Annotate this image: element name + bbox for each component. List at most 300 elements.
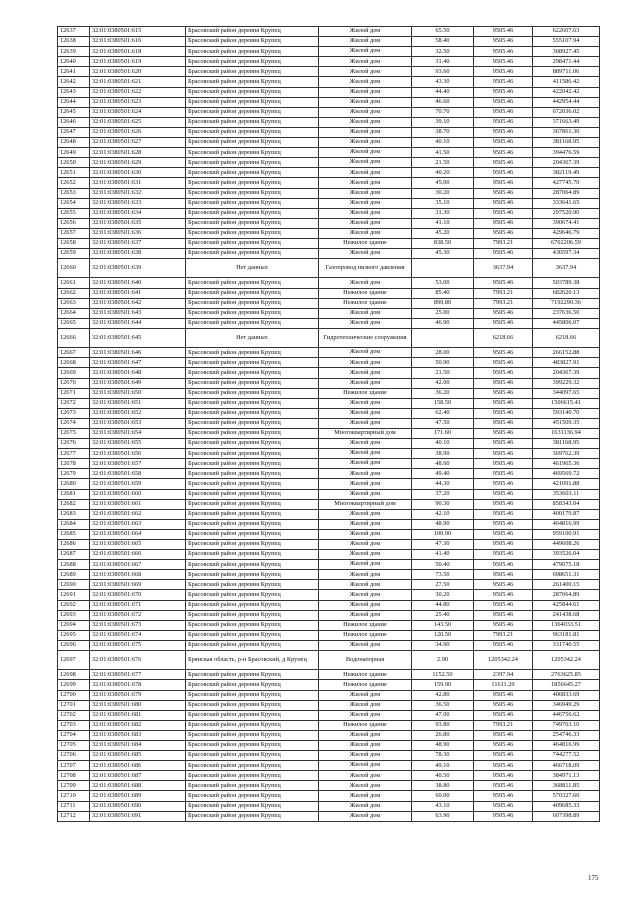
cell-unit-value: 9505.46 (474, 499, 533, 509)
cell-cadastral-number: 32:01:0380501:645 (90, 328, 186, 347)
cell-area (412, 259, 474, 278)
cell-unit-value: 9505.46 (474, 550, 533, 560)
cell-cadastral-number: 32:01:0380501:641 (90, 288, 186, 298)
cell-row-number: 12699 (58, 680, 90, 690)
cell-cadastral-number: 32:01:0380501:644 (90, 318, 186, 328)
table-row (58, 198, 600, 208)
table-row (58, 318, 600, 328)
table-row (58, 378, 600, 388)
cell-cadastral-number: 32:01:0380501:684 (90, 740, 186, 750)
cell-cadastral-number: 32:01:0380501:626 (90, 127, 186, 137)
table-row (58, 600, 600, 610)
cell-cadastral-value: 204367.39 (533, 158, 600, 168)
cell-area: 42.00 (412, 378, 474, 388)
cell-object-type: Жилой дом (319, 550, 412, 560)
table-row (58, 107, 600, 117)
cell-cadastral-number: 32:01:0380501:674 (90, 630, 186, 640)
cell-object-type: Нежилое здание (319, 238, 412, 248)
cell-unit-value: 9505.46 (474, 509, 533, 519)
table-row (58, 67, 600, 77)
cell-cadastral-number: 32:01:0380501:661 (90, 499, 186, 509)
cell-row-number: 12669 (58, 368, 90, 378)
cell-object-type: Жилой дом (319, 771, 412, 781)
cell-row-number: 12641 (58, 67, 90, 77)
cell-row-number: 12650 (58, 158, 90, 168)
cell-object-type: Жилой дом (319, 690, 412, 700)
cell-cadastral-value: 308927.45 (533, 47, 600, 57)
cell-cadastral-value: 479075.18 (533, 560, 600, 570)
table-row (58, 700, 600, 710)
table-row (58, 288, 600, 298)
cell-address: Брасовский район деревня Крупец (186, 479, 319, 489)
table-row (58, 529, 600, 539)
cell-row-number: 12701 (58, 700, 90, 710)
cell-cadastral-number: 32:01:0380501:635 (90, 218, 186, 228)
cell-row-number: 12690 (58, 580, 90, 590)
cell-cadastral-value: 241438.68 (533, 610, 600, 620)
cell-unit-value: 9505.46 (474, 77, 533, 87)
cell-row-number: 12675 (58, 428, 90, 438)
cell-unit-value: 9505.46 (474, 148, 533, 158)
cell-area (412, 328, 474, 347)
cell-row-number: 12683 (58, 509, 90, 519)
cell-unit-value: 9505.46 (474, 47, 533, 57)
cell-object-type: Жилой дом (319, 449, 412, 459)
cell-row-number: 12644 (58, 97, 90, 107)
cell-area: 40.10 (412, 138, 474, 148)
cell-address: Брасовский район деревня Крупец (186, 590, 319, 600)
cell-address: Брасовский район деревня Крупец (186, 117, 319, 127)
cell-unit-value: 2397.94 (474, 670, 533, 680)
cell-unit-value: 9505.46 (474, 580, 533, 590)
cell-area: 26.80 (412, 730, 474, 740)
table-row (58, 540, 600, 550)
cell-area: 43.30 (412, 77, 474, 87)
cell-cadastral-value: 963181.81 (533, 630, 600, 640)
cell-area: 42.80 (412, 690, 474, 700)
cell-address: Брасовский район деревня Крупец (186, 249, 319, 259)
cell-object-type: Жилой дом (319, 459, 412, 469)
cell-unit-value: 9505.46 (474, 168, 533, 178)
cell-unit-value: 9505.46 (474, 208, 533, 218)
table-row (58, 459, 600, 469)
cell-address: Брасовский район деревня Крупец (186, 378, 319, 388)
cell-address: Брасовский район деревня Крупец (186, 730, 319, 740)
cell-address: Брасовский район деревня Крупец (186, 148, 319, 158)
table-row (58, 27, 600, 37)
cell-cadastral-value: 469569.72 (533, 469, 600, 479)
cell-object-type: Жилой дом (319, 811, 412, 821)
table-row (58, 148, 600, 158)
cell-cadastral-value: 254746.33 (533, 730, 600, 740)
table-row (58, 97, 600, 107)
table-row (58, 560, 600, 570)
cell-cadastral-number: 32:01:0380501:624 (90, 107, 186, 117)
table-row (58, 570, 600, 580)
cell-area: 85.40 (412, 288, 474, 298)
cell-cadastral-value: 344097.65 (533, 388, 600, 398)
cell-area: 49.40 (412, 469, 474, 479)
table-row (58, 138, 600, 148)
cell-address: Нет данных (186, 259, 319, 278)
cell-row-number: 12637 (58, 27, 90, 37)
cell-address: Брасовский район деревня Крупец (186, 811, 319, 821)
cell-row-number: 12660 (58, 259, 90, 278)
cell-cadastral-number: 32:01:0380501:690 (90, 801, 186, 811)
cell-address: Брасовский район деревня Крупец (186, 509, 319, 519)
cell-address: Брасовский район деревня Крупец (186, 288, 319, 298)
cell-object-type: Жилой дом (319, 469, 412, 479)
cell-cadastral-value: 622607.63 (533, 27, 600, 37)
table-row (58, 670, 600, 680)
cell-area: 21.50 (412, 158, 474, 168)
cell-unit-value: 9505.46 (474, 428, 533, 438)
cell-cadastral-number: 32:01:0380501:615 (90, 27, 186, 37)
cell-cadastral-value: 353603.11 (533, 489, 600, 499)
cell-address: Брасовский район деревня Крупец (186, 761, 319, 771)
cell-object-type: Жилой дом (319, 751, 412, 761)
cell-cadastral-value: 390674.41 (533, 218, 600, 228)
cell-unit-value: 9505.46 (474, 158, 533, 168)
cell-unit-value: 9505.46 (474, 97, 533, 107)
cell-object-type: Жилой дом (319, 188, 412, 198)
cell-cadastral-number: 32:01:0380501:668 (90, 570, 186, 580)
cell-object-type: Жилой дом (319, 791, 412, 801)
cell-row-number: 12676 (58, 439, 90, 449)
cell-address: Брасовский район деревня Крупец (186, 278, 319, 288)
cell-cadastral-number: 32:01:0380501:681 (90, 710, 186, 720)
cell-address: Брасовский район деревня Крупец (186, 77, 319, 87)
cell-object-type: Жилой дом (319, 228, 412, 238)
cell-unit-value: 9505.46 (474, 479, 533, 489)
table-row (58, 519, 600, 529)
cell-cadastral-number: 32:01:0380501:633 (90, 198, 186, 208)
cell-address: Брасовский район деревня Крупец (186, 610, 319, 620)
cell-object-type: Жилой дом (319, 801, 412, 811)
cell-unit-value: 9505.46 (474, 570, 533, 580)
cell-unit-value: 7993.21 (474, 238, 533, 248)
cell-row-number: 12653 (58, 188, 90, 198)
cell-object-type: Жилой дом (319, 117, 412, 127)
cell-unit-value: 9505.46 (474, 560, 533, 570)
cell-object-type: Жилой дом (319, 158, 412, 168)
cell-address: Брасовский район деревня Крупец (186, 740, 319, 750)
cell-unit-value: 9505.46 (474, 449, 533, 459)
cell-cadastral-number: 32:01:0380501:689 (90, 791, 186, 801)
cell-object-type: Жилой дом (319, 781, 412, 791)
cell-address: Брасовский район деревня Крупец (186, 138, 319, 148)
cell-object-type: Жилой дом (319, 67, 412, 77)
cell-row-number: 12638 (58, 37, 90, 47)
cell-cadastral-value: 682620.13 (533, 288, 600, 298)
cell-row-number: 12684 (58, 519, 90, 529)
table-row (58, 127, 600, 137)
table-row (58, 208, 600, 218)
cell-area: 40.10 (412, 439, 474, 449)
cell-address: Брасовский район деревня Крупец (186, 218, 319, 228)
table-row (58, 168, 600, 178)
cell-area: 70.70 (412, 107, 474, 117)
cell-address: Брасовский район деревня Крупец (186, 550, 319, 560)
cell-cadastral-value: 3637.94 (533, 259, 600, 278)
cell-area: 50.40 (412, 560, 474, 570)
cell-cadastral-number: 32:01:0380501:631 (90, 178, 186, 188)
cell-address: Брасовский район деревня Крупец (186, 771, 319, 781)
cell-address: Брасовский район деревня Крупец (186, 238, 319, 248)
cell-area: 40.50 (412, 771, 474, 781)
cell-address: Брянская область, р-н Брасовский, д Крупец (186, 651, 319, 670)
cell-unit-value: 9505.46 (474, 540, 533, 550)
cell-address: Брасовский район деревня Крупец (186, 710, 319, 720)
table-row (58, 610, 600, 620)
cell-object-type: Жилой дом (319, 519, 412, 529)
cell-area: 171.60 (412, 428, 474, 438)
cell-object-type: Нежилое здание (319, 720, 412, 730)
cell-object-type: Многоквартирный дом (319, 428, 412, 438)
cell-cadastral-value: 445806.07 (533, 318, 600, 328)
cell-cadastral-value: 1856645.27 (533, 680, 600, 690)
cell-unit-value: 9505.46 (474, 278, 533, 288)
cell-unit-value: 9505.46 (474, 368, 533, 378)
cell-cadastral-value: 346949.29 (533, 700, 600, 710)
cell-object-type: Жилой дом (319, 107, 412, 117)
cell-address: Брасовский район деревня Крупец (186, 67, 319, 77)
table-row (58, 791, 600, 801)
cell-area: 100.90 (412, 529, 474, 539)
table-row (58, 811, 600, 821)
cell-area: 93.80 (412, 720, 474, 730)
cell-cadastral-number: 32:01:0380501:679 (90, 690, 186, 700)
cell-area: 44.40 (412, 87, 474, 97)
cell-unit-value: 9505.46 (474, 710, 533, 720)
cell-address: Брасовский район деревня Крупец (186, 408, 319, 418)
cell-unit-value: 7993.21 (474, 298, 533, 308)
table-row (58, 418, 600, 428)
cell-area: 93.60 (412, 67, 474, 77)
cell-address: Брасовский район деревня Крупец (186, 469, 319, 479)
cell-row-number: 12700 (58, 690, 90, 700)
cell-area: 31.30 (412, 208, 474, 218)
cell-unit-value: 9505.46 (474, 358, 533, 368)
cell-cadastral-value: 261400.15 (533, 580, 600, 590)
cell-row-number: 12679 (58, 469, 90, 479)
cell-row-number: 12651 (58, 168, 90, 178)
cell-address: Брасовский район деревня Крупец (186, 781, 319, 791)
cell-object-type: Водонапорная (319, 651, 412, 670)
cell-cadastral-value: 384971.13 (533, 771, 600, 781)
cell-address: Брасовский район деревня Крупец (186, 540, 319, 550)
cell-cadastral-value: 1205342.24 (533, 651, 600, 670)
cell-unit-value: 9505.46 (474, 811, 533, 821)
cell-row-number: 12658 (58, 238, 90, 248)
cell-area: 48.90 (412, 740, 474, 750)
cell-unit-value: 9505.46 (474, 801, 533, 811)
cell-cadastral-number: 32:01:0380501:639 (90, 259, 186, 278)
cell-cadastral-value: 698651.31 (533, 570, 600, 580)
cell-cadastral-value: 394476.59 (533, 148, 600, 158)
cell-unit-value: 9505.46 (474, 398, 533, 408)
table-row (58, 428, 600, 438)
cell-cadastral-number: 32:01:0380501:685 (90, 751, 186, 761)
cell-area: 31.40 (412, 57, 474, 67)
cell-cadastral-value: 6218.66 (533, 328, 600, 347)
cell-address: Брасовский район деревня Крупец (186, 439, 319, 449)
cell-unit-value: 9505.46 (474, 188, 533, 198)
cell-row-number: 12705 (58, 740, 90, 750)
cell-object-type: Жилой дом (319, 97, 412, 107)
cell-cadastral-value: 6702206.59 (533, 238, 600, 248)
cell-unit-value: 6218.66 (474, 328, 533, 347)
cell-address: Брасовский район деревня Крупец (186, 620, 319, 630)
cell-area: 46.60 (412, 97, 474, 107)
cell-cadastral-number: 32:01:0380501:651 (90, 398, 186, 408)
cell-unit-value: 9505.46 (474, 348, 533, 358)
cell-area: 62.40 (412, 408, 474, 418)
cell-area: 38.90 (412, 449, 474, 459)
cell-area: 38.70 (412, 127, 474, 137)
cell-cadastral-value: 464816.99 (533, 519, 600, 529)
cell-area: 49.10 (412, 761, 474, 771)
cell-cadastral-number: 32:01:0380501:648 (90, 368, 186, 378)
cell-unit-value: 9505.46 (474, 408, 533, 418)
cell-unit-value: 9505.46 (474, 489, 533, 499)
cell-cadastral-number: 32:01:0380501:642 (90, 298, 186, 308)
cell-cadastral-number: 32:01:0380501:634 (90, 208, 186, 218)
cell-cadastral-value: 400179.87 (533, 509, 600, 519)
cell-object-type: Жилой дом (319, 640, 412, 650)
cell-address: Нет данных (186, 328, 319, 347)
cell-cadastral-value: 466718.09 (533, 761, 600, 771)
cell-area: 44.30 (412, 479, 474, 489)
cell-object-type: Жилой дом (319, 740, 412, 750)
cell-cadastral-value: 430597.34 (533, 249, 600, 259)
cell-address: Брасовский район деревня Крупец (186, 348, 319, 358)
cell-cadastral-value: 607398.89 (533, 811, 600, 821)
table-row (58, 218, 600, 228)
cell-cadastral-value: 425844.61 (533, 600, 600, 610)
cell-address: Брасовский район деревня Крупец (186, 449, 319, 459)
cell-area: 42.10 (412, 509, 474, 519)
cell-address: Брасовский район деревня Крупец (186, 580, 319, 590)
cell-cadastral-number: 32:01:0380501:663 (90, 519, 186, 529)
cell-row-number: 12685 (58, 529, 90, 539)
table-row (58, 640, 600, 650)
cell-area: 44.80 (412, 600, 474, 610)
cell-unit-value: 9505.46 (474, 761, 533, 771)
cell-area: 50.90 (412, 358, 474, 368)
cell-area: 25.40 (412, 610, 474, 620)
cell-cadastral-value: 429646.79 (533, 228, 600, 238)
cell-unit-value: 9505.46 (474, 771, 533, 781)
cell-cadastral-number: 32:01:0380501:669 (90, 580, 186, 590)
cell-row-number: 12662 (58, 288, 90, 298)
cell-cadastral-number: 32:01:0380501:676 (90, 651, 186, 670)
cell-unit-value: 9505.46 (474, 107, 533, 117)
cell-cadastral-value: 1364033.51 (533, 620, 600, 630)
cell-object-type: Жилой дом (319, 398, 412, 408)
cell-area: 35.10 (412, 198, 474, 208)
table-row (58, 781, 600, 791)
cell-address: Брасовский район деревня Крупец (186, 178, 319, 188)
table-row (58, 57, 600, 67)
table-row (58, 710, 600, 720)
cell-address: Брасовский район деревня Крупец (186, 600, 319, 610)
cell-row-number: 12681 (58, 489, 90, 499)
table-row (58, 298, 600, 308)
cell-unit-value: 9505.46 (474, 640, 533, 650)
cell-cadastral-value: 555107.94 (533, 37, 600, 47)
cell-row-number: 12640 (58, 57, 90, 67)
cell-cadastral-value: 333641.65 (533, 198, 600, 208)
cell-row-number: 12695 (58, 630, 90, 640)
cell-row-number: 12694 (58, 620, 90, 630)
cell-area: 47.50 (412, 418, 474, 428)
cell-cadastral-number: 32:01:0380501:691 (90, 811, 186, 821)
cell-cadastral-number: 32:01:0380501:627 (90, 138, 186, 148)
cell-cadastral-number: 32:01:0380501:654 (90, 428, 186, 438)
cell-address: Брасовский район деревня Крупец (186, 570, 319, 580)
cell-area: 38.80 (412, 781, 474, 791)
cell-object-type: Жилой дом (319, 57, 412, 67)
cell-row-number: 12677 (58, 449, 90, 459)
table-row (58, 801, 600, 811)
table-row (58, 348, 600, 358)
cell-unit-value: 9505.46 (474, 198, 533, 208)
cell-unit-value: 9505.46 (474, 388, 533, 398)
cell-cadastral-value: 266152.88 (533, 348, 600, 358)
cell-cadastral-value: 461965.36 (533, 459, 600, 469)
cell-cadastral-value: 422042.42 (533, 87, 600, 97)
cell-area: 25.00 (412, 308, 474, 318)
cell-area: 41.40 (412, 550, 474, 560)
cell-unit-value: 9505.46 (474, 590, 533, 600)
cell-object-type: Жилой дом (319, 168, 412, 178)
cell-cadastral-number: 32:01:0380501:665 (90, 540, 186, 550)
cell-cadastral-value: 399229.32 (533, 378, 600, 388)
cell-cadastral-number: 32:01:0380501:656 (90, 449, 186, 459)
cell-address: Брасовский район деревня Крупец (186, 630, 319, 640)
cell-area: 47.30 (412, 540, 474, 550)
cell-object-type: Жилой дом (319, 37, 412, 47)
cell-cadastral-value: 381168.95 (533, 138, 600, 148)
table-row (58, 469, 600, 479)
table-row (58, 358, 600, 368)
cell-row-number: 12661 (58, 278, 90, 288)
cell-object-type: Жилой дом (319, 761, 412, 771)
cell-cadastral-number: 32:01:0380501:667 (90, 560, 186, 570)
table-row (58, 740, 600, 750)
cell-row-number: 12698 (58, 670, 90, 680)
cell-object-type: Жилой дом (319, 208, 412, 218)
cell-area: 40.20 (412, 168, 474, 178)
cell-row-number: 12689 (58, 570, 90, 580)
cell-address: Брасовский район деревня Крупец (186, 751, 319, 761)
cell-row-number: 12657 (58, 228, 90, 238)
cell-address: Брасовский район деревня Крупец (186, 801, 319, 811)
cell-area: 60.00 (412, 791, 474, 801)
cell-area: 32.50 (412, 47, 474, 57)
cell-cadastral-number: 32:01:0380501:659 (90, 479, 186, 489)
cell-unit-value: 9505.46 (474, 318, 533, 328)
cell-row-number: 12665 (58, 318, 90, 328)
cell-row-number: 12655 (58, 208, 90, 218)
table-body (58, 27, 600, 822)
cell-row-number: 12647 (58, 127, 90, 137)
cell-row-number: 12666 (58, 328, 90, 347)
cell-cadastral-value: 369762.39 (533, 449, 600, 459)
cell-cadastral-number: 32:01:0380501:658 (90, 469, 186, 479)
cell-area: 48.60 (412, 459, 474, 469)
